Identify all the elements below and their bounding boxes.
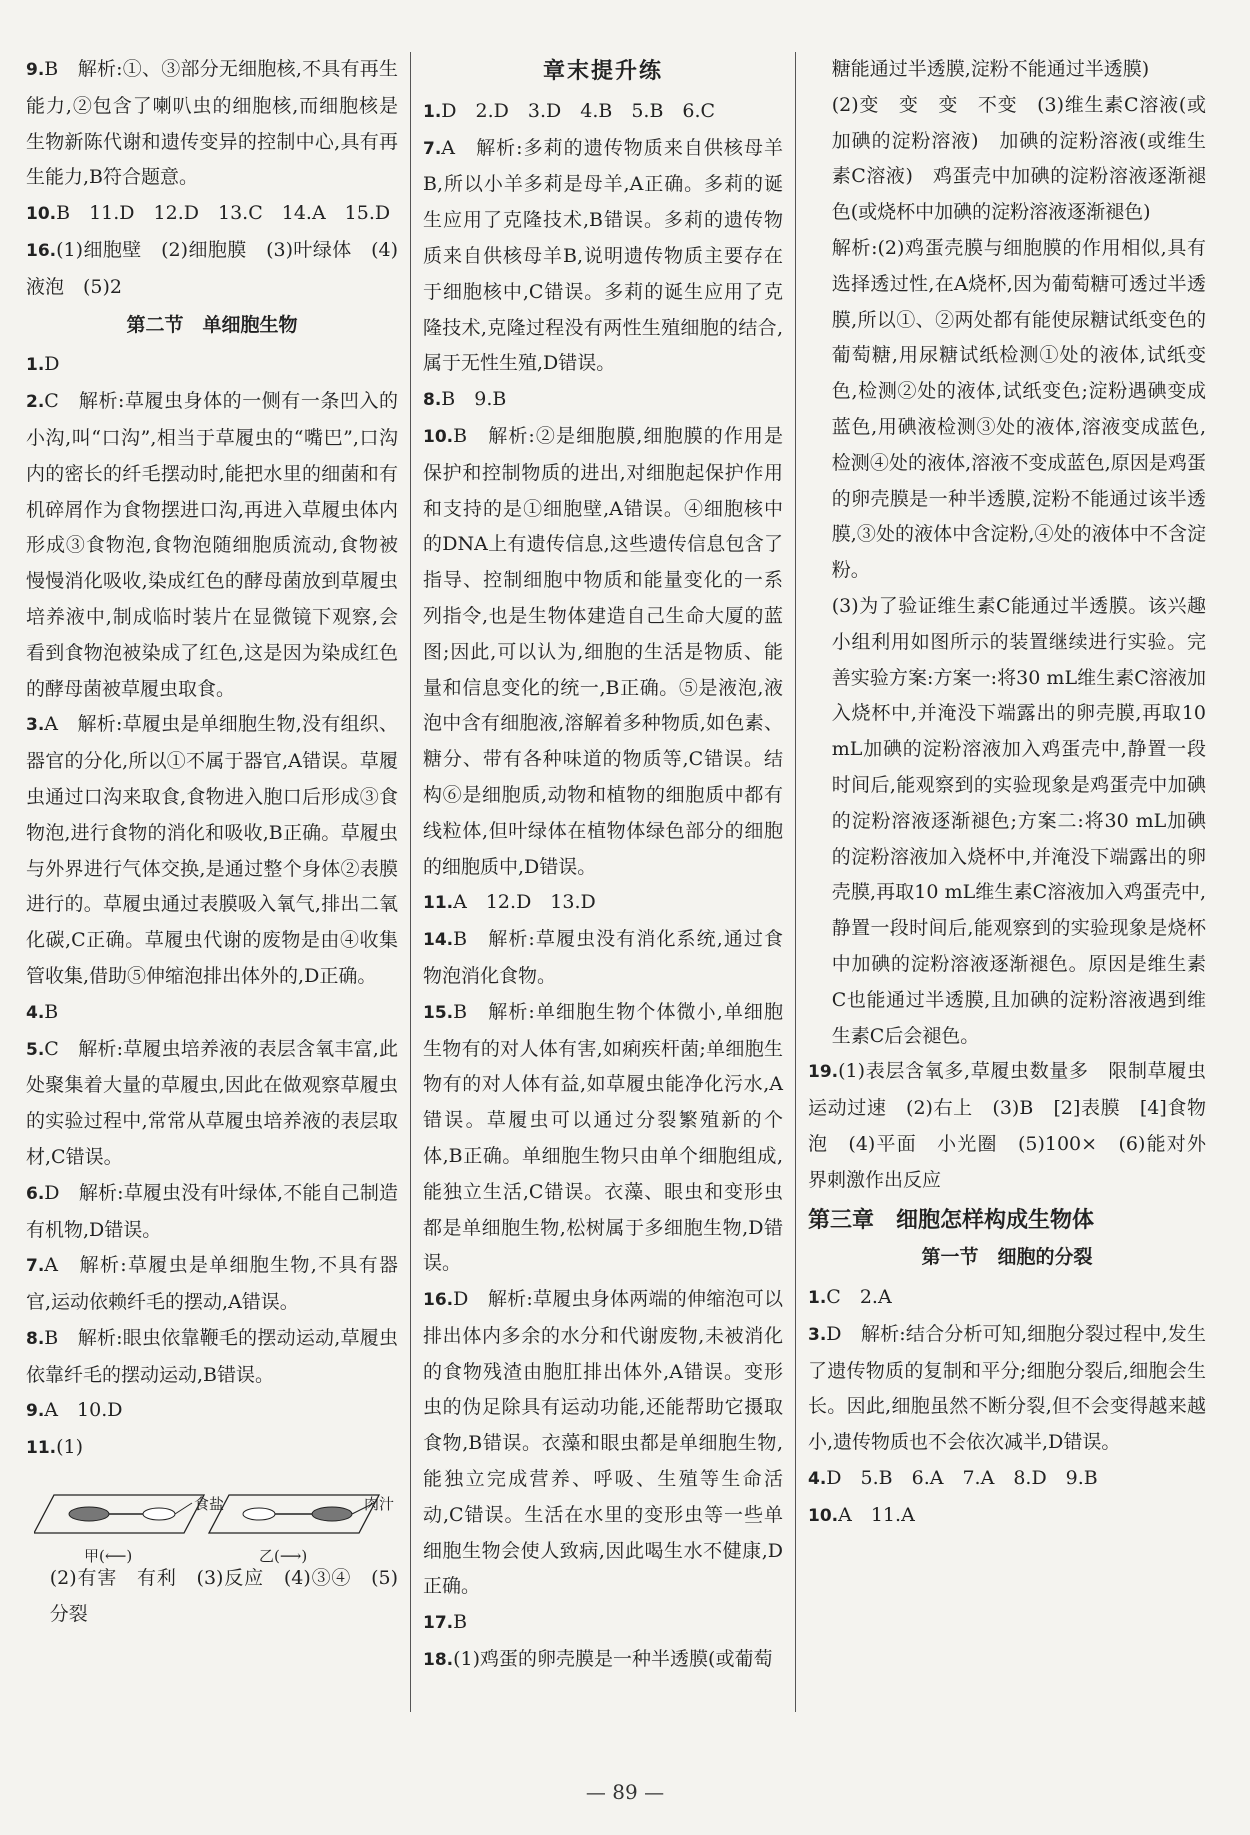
- answer-number: 4.: [808, 1469, 827, 1490]
- answer-text: B: [44, 1000, 59, 1023]
- answer-text: B 11.D 12.D 13.C 14.A 15.D: [56, 202, 391, 225]
- answer-item: [423, 922, 783, 995]
- answer-number: 7.: [423, 138, 442, 159]
- answer-text: D 解析:草履虫没有叶绿体,不能自己制造有机物,D错误。: [26, 1181, 398, 1241]
- answer-item: [26, 1393, 398, 1430]
- answer-item: [26, 196, 398, 233]
- answer-text: B 解析:单细胞生物个体微小,单细胞生物有的对人体有害,如痢疾杆菌;单细胞生物有的对人体有益,如草履虫能净化污水,A错误。草履虫可以通过分裂繁殖新的个体,B正确。单细胞生物只由单个细胞组成,能独立生活,C错误。衣藻、眼虫和变形虫都是单细胞生物,松树属于多细胞生物,D错误。: [423, 1000, 783, 1275]
- section-title-chapter-review: 章末提升练: [542, 58, 663, 84]
- answer-text: A 11.A: [838, 1503, 915, 1526]
- answer-item: [808, 1317, 1206, 1461]
- page-number: — 89 —: [585, 1780, 665, 1804]
- answer-number: 5.: [26, 1039, 45, 1060]
- answer-text: D 解析:草履虫身体两端的伸缩泡可以排出体内多余的水分和代谢废物,未被消化的食物残渣由胞肛排出体外,A错误。变形虫的伪足除具有运动功能,还能帮助它摄取食物,B错误。衣藻和眼虫都是单细胞生物,能独立完成营养、呼吸、生殖等生命活动,C错误。生活在水里的变形虫等一些单细胞生物会使人致病,因此喝生水不健康,D正确。: [423, 1288, 783, 1598]
- answer-text: B 9.B: [441, 388, 507, 411]
- answer-item: [423, 382, 783, 419]
- answer-text: B 解析:眼虫依靠鞭毛的摆动运动,草履虫依靠纤毛的摆动运动,B错误。: [26, 1326, 398, 1386]
- answer-text: A 解析:多莉的遗传物质来自供核母羊B,所以小羊多莉是母羊,A正确。多莉的诞生应用了克隆技术,B错误。多莉的遗传物质来自供核母羊B,说明遗传物质主要存在于细胞核中,C错误。多莉的诞生应用了克隆技术,克隆过程没有两性生殖细胞的结合,属于无性生殖,D错误。: [423, 136, 783, 375]
- answer-text: C 解析:草履虫身体的一侧有一条凹入的小沟,叫“口沟”,相当于草履虫的“嘴巴”,口沟内的密长的纤毛摆动时,能把水里的细菌和有机碎屑作为食物摆进口沟,再进入草履虫体内形成③食物泡,食物泡随细胞质流动,食物被慢慢消化吸收,染成红色的酵母菌放到草履虫培养液中,制成临时装片在显微镜下观察,会看到食物泡被染成了红色,这是因为染成红色的酵母菌被草履虫取食。: [26, 390, 398, 700]
- answer-18-cont: 糖能通过半透膜,淀粉不能通过半透膜): [831, 58, 1150, 80]
- answer-number: 10.: [808, 1505, 839, 1526]
- answer-text: D: [44, 353, 60, 376]
- answer-number: 11.: [423, 893, 454, 914]
- caption-yi: 乙(⟶): [259, 1547, 308, 1566]
- answer-item: [423, 1282, 783, 1605]
- answer-number: 10.: [26, 204, 57, 225]
- answer-text: B: [453, 1611, 468, 1634]
- answer-text: D 2.D 3.D 4.B 5.B 6.C: [441, 99, 716, 122]
- answer-text: C 2.A: [826, 1286, 892, 1309]
- answer-11-rest: (2)有害 有利 (3)反应 (4)③④ (5)分裂: [49, 1567, 398, 1625]
- answer-number: 18.: [423, 1650, 454, 1671]
- answer-text: A 解析:草履虫是单细胞生物,不具有器官,运动依赖纤毛的摆动,A错误。: [26, 1254, 398, 1314]
- answer-19: 19.(1)表层含氧多,草履虫数量多 限制草履虫运动过速 (2)右上 (3)B [2]表膜 [4]食物泡 (4)平面 小光圈 (5)100× (6)能对外界刺激作出反应: [808, 1060, 1206, 1191]
- answer-item: [26, 233, 398, 306]
- columns: [26, 52, 1230, 1712]
- answer-number: 8.: [26, 1328, 45, 1349]
- answer-item: [423, 1605, 783, 1642]
- answer-item: [423, 94, 783, 131]
- answer-number: 8.: [423, 390, 442, 411]
- answer-item: [26, 1032, 398, 1176]
- answer-item: [808, 1280, 1206, 1317]
- answer-number: 9.: [26, 60, 45, 80]
- answer-number: 2.: [26, 392, 45, 413]
- answer-item: [26, 995, 398, 1032]
- answer-number: 6.: [26, 1183, 45, 1204]
- caption-jia: 甲(⟵): [84, 1547, 133, 1566]
- chapter-title: 第三章 细胞怎样构成生物体: [808, 1206, 1095, 1233]
- figure-microscope-slides: [34, 1473, 398, 1566]
- answer-number: 10.: [423, 426, 454, 447]
- answer-text: D 解析:结合分析可知,细胞分裂过程中,发生了遗传物质的复制和平分;细胞分裂后,细胞会生长。因此,细胞虽然不断分裂,但不会变得越来越小,遗传物质也不会依次减半,D错误。: [808, 1322, 1206, 1454]
- answer-item: [26, 707, 398, 994]
- label-broth: 肉汁: [364, 1495, 395, 1514]
- answer-text: (1)细胞壁 (2)细胞膜 (3)叶绿体 (4)液泡 (5)2: [26, 238, 398, 298]
- label-salt: 食盐: [194, 1495, 225, 1514]
- answer-number: 14.: [423, 930, 454, 951]
- answer-18-part2: (2)变 变 变 不变 (3)维生素C溶液(或加碘的淀粉溶液) 加碘的淀粉溶液(或维生素C溶液) 鸡蛋壳中加碘的淀粉溶液逐渐褪色(或烧杯中加碘的淀粉溶液逐渐褪色): [831, 93, 1206, 224]
- answer-item: [26, 1321, 398, 1394]
- answer-item: [26, 1176, 398, 1249]
- answer-item: [423, 995, 783, 1282]
- answer-text: B 解析:草履虫没有消化系统,通过食物泡消化食物。: [423, 928, 783, 987]
- answer-item: [26, 1248, 398, 1321]
- answer-number: 15.: [423, 1002, 454, 1023]
- answer-text: B 解析:①、③部分无细胞核,不具有再生能力,②包含了喇叭虫的细胞核,而细胞核是生物新陈代谢和遗传变异的控制中心,具有再生能力,B符合题意。: [26, 58, 398, 189]
- answer-number: 16.: [423, 1290, 454, 1311]
- answer-item: [26, 52, 398, 196]
- answer-text: A 10.D: [44, 1399, 123, 1422]
- answer-item: [423, 419, 783, 885]
- answer-text: C 解析:草履虫培养液的表层含氧丰富,此处聚集着大量的草履虫,因此在做观察草履虫的实验过程中,常常从草履虫培养液的表层取材,C错误。: [26, 1037, 398, 1168]
- answer-text: (1)鸡蛋的卵壳膜是一种半透膜(或葡萄: [453, 1648, 773, 1671]
- answer-text: D 5.B 6.A 7.A 8.D 9.B: [826, 1467, 1098, 1490]
- answer-item: [808, 1461, 1206, 1498]
- answer-item: [423, 131, 783, 383]
- answer-text: B 解析:②是细胞膜,细胞膜的作用是保护和控制物质的进出,对细胞起保护作用和支持的是①细胞壁,A错误。④细胞核中的DNA上有遗传信息,这些遗传信息包含了指导、控制细胞中物质和能量变化的一系列指令,也是生物体建造自己生命大厦的蓝图;因此,可以认为,细胞的生活是物质、能量和信息变化的统一,B正确。⑤是液泡,液泡中含有细胞液,溶解着多种物质,如色素、糖分、带有各种味道的物质等,C错误。结构⑥是细胞质,动物和植物的细胞质中都有线粒体,但叶绿体在植物体绿色部分的细胞的细胞质中,D错误。: [423, 424, 783, 878]
- answer-text: A 12.D 13.D: [453, 891, 596, 914]
- answer-item: [423, 1642, 783, 1679]
- column-left: [26, 52, 411, 1712]
- answer-18-analysis: 解析:(2)鸡蛋壳膜与细胞膜的作用相似,具有选择透过性,在A烧杯,因为葡萄糖可透过半透膜,所以①、②两处都有能使尿糖试纸变色的葡萄糖,用尿糖试纸检测①处的液体,试纸变色,检测②处的液体,试纸变色;淀粉遇碘变成蓝色,用碘液检测③处的液体,溶液变成蓝色,检测④处的液体,溶液不变成蓝色,原因是鸡蛋的卵壳膜是一种半透膜,淀粉不能通过该半透膜,③处的液体中含淀粉,④处的液体中不含淀粉。: [831, 236, 1206, 582]
- answer-number: 3.: [26, 715, 45, 736]
- answer-number: 9.: [26, 1401, 45, 1422]
- answer-number: 4.: [26, 1002, 45, 1023]
- answer-item: [423, 885, 783, 922]
- column-right: [796, 52, 1206, 1712]
- answer-number: 3.: [808, 1324, 827, 1345]
- answer-text: A 解析:草履虫是单细胞生物,没有组织、器官的分化,所以①不属于器官,A错误。草履虫通过口沟来取食,食物进入胞口后形成③食物泡,进行食物的消化和吸收,B正确。草履虫与外界进行气体交换,是通过整个身体②表膜进行的。草履虫通过表膜吸入氧气,排出二氧化碳,C正确。草履虫代谢的废物是由④收集管收集,借助⑤伸缩泡排出体外的,D正确。: [26, 713, 398, 987]
- answer-item: [26, 347, 398, 384]
- answer-number: 1.: [26, 355, 45, 376]
- answer-number: 1.: [423, 101, 442, 122]
- answer-item: [808, 1498, 1206, 1535]
- section-title-single-cell: 第二节 单细胞生物: [126, 313, 298, 336]
- column-middle: [411, 52, 796, 1712]
- answer-item: [26, 1430, 398, 1467]
- section-title-cell-division: 第一节 细胞的分裂: [921, 1246, 1093, 1269]
- answer-number: 16.: [26, 240, 57, 261]
- answer-item: [26, 384, 398, 707]
- answer-18-part3: (3)为了验证维生素C能通过半透膜。该兴趣小组利用如图所示的装置继续进行实验。完善实验方案:方案一:将30 mL维生素C溶液加入烧杯中,并淹没下端露出的卵壳膜,再取10 mL加碘的淀粉溶液加入鸡蛋壳中,静置一段时间后,能观察到的实验现象是鸡蛋壳中加碘的淀粉溶液逐渐褪色;方案二:将30 mL加碘的淀粉溶液加入烧杯中,并淹没下端露出的卵壳膜,再取10 mL维生素C溶液加入鸡蛋壳中,静置一段时间后,能观察到的实验现象是烧杯中加碘的淀粉溶液逐渐褪色。原因是维生素C也能通过半透膜,且加碘的淀粉溶液遇到维生素C后会褪色。: [831, 594, 1206, 1047]
- answer-number: 11.: [26, 1438, 57, 1459]
- answer-number: 7.: [26, 1256, 45, 1277]
- answer-text: (1): [56, 1436, 84, 1459]
- answer-number: 17.: [423, 1613, 454, 1634]
- answer-number: 1.: [808, 1288, 827, 1309]
